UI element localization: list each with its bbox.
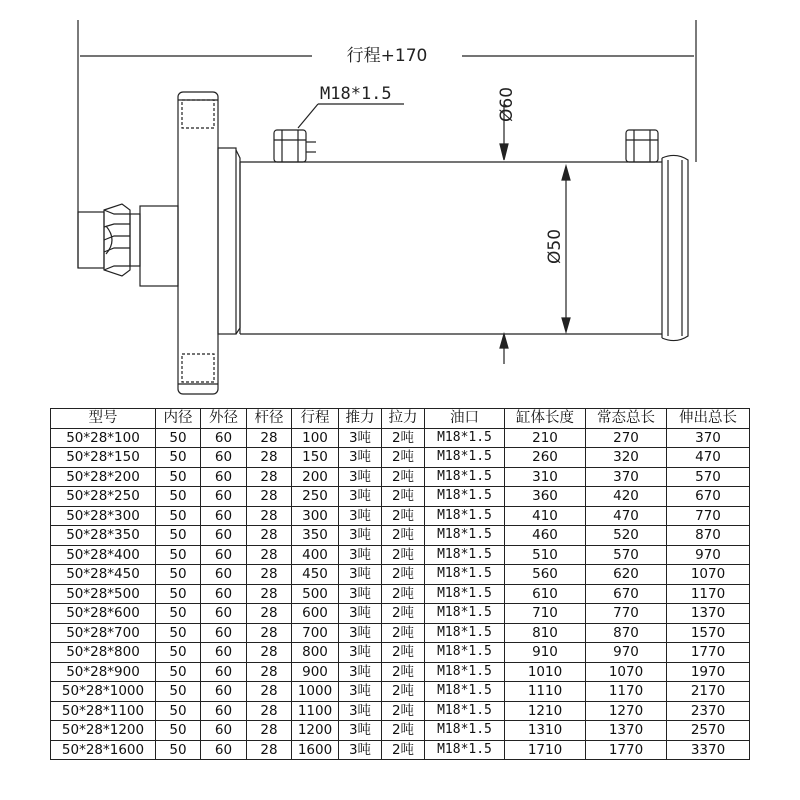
table-row [51, 701, 750, 721]
header-stroke: 行程 [292, 409, 339, 429]
cell-outer-diameter: 60 [201, 662, 247, 682]
cell-oil-port: M18*1.5 [425, 487, 505, 507]
cell-model: 50*28*350 [51, 526, 156, 546]
cell-retracted-length: 520 [586, 526, 667, 546]
cell-oil-port: M18*1.5 [425, 643, 505, 663]
oil-port-right [626, 130, 658, 162]
cell-inner-diameter: 50 [156, 506, 201, 526]
cell-outer-diameter: 60 [201, 506, 247, 526]
cell-body-length: 810 [505, 623, 586, 643]
cell-push-force: 3吨 [339, 623, 382, 643]
cell-extended-length: 670 [667, 487, 750, 507]
cell-model: 50*28*900 [51, 662, 156, 682]
cell-stroke: 1600 [292, 740, 339, 760]
cell-inner-diameter: 50 [156, 428, 201, 448]
cell-rod-diameter: 28 [247, 467, 292, 487]
cell-inner-diameter: 50 [156, 448, 201, 468]
cell-extended-length: 1370 [667, 604, 750, 624]
cell-model: 50*28*1200 [51, 721, 156, 741]
cell-retracted-length: 970 [586, 643, 667, 663]
cell-push-force: 3吨 [339, 565, 382, 585]
cell-rod-diameter: 28 [247, 662, 292, 682]
table-header-row [51, 409, 750, 429]
hex-nut-fitting [78, 204, 178, 286]
cell-oil-port: M18*1.5 [425, 448, 505, 468]
cell-stroke: 500 [292, 584, 339, 604]
cell-inner-diameter: 50 [156, 565, 201, 585]
cell-body-length: 310 [505, 467, 586, 487]
cell-push-force: 3吨 [339, 662, 382, 682]
table-row [51, 740, 750, 760]
cell-extended-length: 1170 [667, 584, 750, 604]
cell-outer-diameter: 60 [201, 526, 247, 546]
cell-retracted-length: 870 [586, 623, 667, 643]
cell-inner-diameter: 50 [156, 682, 201, 702]
cell-model: 50*28*1100 [51, 701, 156, 721]
cell-push-force: 3吨 [339, 526, 382, 546]
header-retracted-length: 常态总长 [586, 409, 667, 429]
cell-push-force: 3吨 [339, 428, 382, 448]
cell-rod-diameter: 28 [247, 701, 292, 721]
cell-outer-diameter: 60 [201, 682, 247, 702]
cell-push-force: 3吨 [339, 701, 382, 721]
cell-model: 50*28*1000 [51, 682, 156, 702]
cell-push-force: 3吨 [339, 682, 382, 702]
cell-inner-diameter: 50 [156, 662, 201, 682]
cell-inner-diameter: 50 [156, 487, 201, 507]
cell-rod-diameter: 28 [247, 740, 292, 760]
cell-stroke: 1100 [292, 701, 339, 721]
cell-body-length: 560 [505, 565, 586, 585]
cylinder-barrel [240, 162, 662, 334]
cell-pull-force: 2吨 [382, 448, 425, 468]
cell-oil-port: M18*1.5 [425, 682, 505, 702]
cell-body-length: 1210 [505, 701, 586, 721]
cell-body-length: 410 [505, 506, 586, 526]
cell-stroke: 700 [292, 623, 339, 643]
cell-oil-port: M18*1.5 [425, 721, 505, 741]
cell-retracted-length: 370 [586, 467, 667, 487]
cell-push-force: 3吨 [339, 487, 382, 507]
cell-stroke: 600 [292, 604, 339, 624]
table-row [51, 682, 750, 702]
cell-outer-diameter: 60 [201, 448, 247, 468]
cell-model: 50*28*400 [51, 545, 156, 565]
cell-extended-length: 2170 [667, 682, 750, 702]
table-row [51, 623, 750, 643]
cell-inner-diameter: 50 [156, 643, 201, 663]
table-body [51, 428, 750, 760]
oil-port-left [274, 130, 316, 162]
cell-outer-diameter: 60 [201, 721, 247, 741]
table-row [51, 643, 750, 663]
cell-extended-length: 1570 [667, 623, 750, 643]
cell-model: 50*28*600 [51, 604, 156, 624]
outer-diameter-label: Ø60 [497, 86, 517, 122]
header-extended-length: 伸出总长 [667, 409, 750, 429]
cell-body-length: 510 [505, 545, 586, 565]
cell-rod-diameter: 28 [247, 565, 292, 585]
cell-body-length: 260 [505, 448, 586, 468]
cell-body-length: 460 [505, 526, 586, 546]
cell-oil-port: M18*1.5 [425, 506, 505, 526]
cell-pull-force: 2吨 [382, 662, 425, 682]
cell-rod-diameter: 28 [247, 448, 292, 468]
cell-inner-diameter: 50 [156, 701, 201, 721]
cell-stroke: 1000 [292, 682, 339, 702]
cell-body-length: 610 [505, 584, 586, 604]
cell-pull-force: 2吨 [382, 682, 425, 702]
cell-pull-force: 2吨 [382, 526, 425, 546]
cell-body-length: 1010 [505, 662, 586, 682]
cell-body-length: 1710 [505, 740, 586, 760]
table-row [51, 565, 750, 585]
cell-stroke: 300 [292, 506, 339, 526]
cell-pull-force: 2吨 [382, 428, 425, 448]
table-row [51, 662, 750, 682]
table-row [51, 721, 750, 741]
cell-stroke: 1200 [292, 721, 339, 741]
cell-stroke: 900 [292, 662, 339, 682]
cell-pull-force: 2吨 [382, 604, 425, 624]
cell-model: 50*28*250 [51, 487, 156, 507]
header-outer-diameter: 外径 [201, 409, 247, 429]
outer-diameter-dimension [500, 104, 508, 364]
cell-stroke: 200 [292, 467, 339, 487]
cell-inner-diameter: 50 [156, 623, 201, 643]
cell-pull-force: 2吨 [382, 584, 425, 604]
port-thread-label: M18*1.5 [320, 84, 392, 104]
cell-retracted-length: 470 [586, 506, 667, 526]
cell-push-force: 3吨 [339, 584, 382, 604]
cell-retracted-length: 1170 [586, 682, 667, 702]
cell-pull-force: 2吨 [382, 643, 425, 663]
cell-inner-diameter: 50 [156, 721, 201, 741]
header-oil-port: 油口 [425, 409, 505, 429]
cell-extended-length: 870 [667, 526, 750, 546]
cell-oil-port: M18*1.5 [425, 662, 505, 682]
cell-body-length: 1310 [505, 721, 586, 741]
cell-rod-diameter: 28 [247, 545, 292, 565]
cell-push-force: 3吨 [339, 467, 382, 487]
cell-body-length: 360 [505, 487, 586, 507]
cell-stroke: 450 [292, 565, 339, 585]
cell-push-force: 3吨 [339, 740, 382, 760]
cell-extended-length: 2370 [667, 701, 750, 721]
cell-inner-diameter: 50 [156, 740, 201, 760]
cell-retracted-length: 770 [586, 604, 667, 624]
table-row [51, 526, 750, 546]
cell-model: 50*28*500 [51, 584, 156, 604]
cell-extended-length: 470 [667, 448, 750, 468]
cell-rod-diameter: 28 [247, 428, 292, 448]
cell-model: 50*28*1600 [51, 740, 156, 760]
table-row [51, 604, 750, 624]
cell-pull-force: 2吨 [382, 545, 425, 565]
table-row [51, 467, 750, 487]
cell-outer-diameter: 60 [201, 428, 247, 448]
cell-pull-force: 2吨 [382, 467, 425, 487]
cell-retracted-length: 1370 [586, 721, 667, 741]
cell-extended-length: 1070 [667, 565, 750, 585]
cell-outer-diameter: 60 [201, 701, 247, 721]
port-label-leader [298, 104, 404, 128]
cell-oil-port: M18*1.5 [425, 604, 505, 624]
cell-retracted-length: 620 [586, 565, 667, 585]
cell-outer-diameter: 60 [201, 565, 247, 585]
cell-model: 50*28*450 [51, 565, 156, 585]
cell-retracted-length: 270 [586, 428, 667, 448]
cell-rod-diameter: 28 [247, 643, 292, 663]
header-body-length: 缸体长度 [505, 409, 586, 429]
cell-stroke: 250 [292, 487, 339, 507]
cell-pull-force: 2吨 [382, 701, 425, 721]
header-push-force: 推力 [339, 409, 382, 429]
cell-extended-length: 2570 [667, 721, 750, 741]
cell-rod-diameter: 28 [247, 526, 292, 546]
cell-oil-port: M18*1.5 [425, 565, 505, 585]
cell-oil-port: M18*1.5 [425, 467, 505, 487]
cell-retracted-length: 420 [586, 487, 667, 507]
cell-extended-length: 970 [667, 545, 750, 565]
cell-inner-diameter: 50 [156, 526, 201, 546]
cell-retracted-length: 670 [586, 584, 667, 604]
cell-inner-diameter: 50 [156, 604, 201, 624]
cell-stroke: 800 [292, 643, 339, 663]
cell-retracted-length: 570 [586, 545, 667, 565]
cell-oil-port: M18*1.5 [425, 545, 505, 565]
cell-pull-force: 2吨 [382, 623, 425, 643]
inner-diameter-label: Ø50 [545, 228, 565, 264]
cell-stroke: 150 [292, 448, 339, 468]
cell-outer-diameter: 60 [201, 467, 247, 487]
cell-pull-force: 2吨 [382, 565, 425, 585]
cell-oil-port: M18*1.5 [425, 584, 505, 604]
cell-retracted-length: 320 [586, 448, 667, 468]
cell-model: 50*28*700 [51, 623, 156, 643]
cell-retracted-length: 1770 [586, 740, 667, 760]
cell-oil-port: M18*1.5 [425, 428, 505, 448]
stroke-dimension-label: 行程+170 [346, 46, 428, 66]
cell-outer-diameter: 60 [201, 487, 247, 507]
cell-stroke: 350 [292, 526, 339, 546]
cell-inner-diameter: 50 [156, 584, 201, 604]
cell-stroke: 400 [292, 545, 339, 565]
cell-rod-diameter: 28 [247, 487, 292, 507]
cell-model: 50*28*150 [51, 448, 156, 468]
cell-body-length: 910 [505, 643, 586, 663]
header-inner-diameter: 内径 [156, 409, 201, 429]
cell-push-force: 3吨 [339, 643, 382, 663]
cell-push-force: 3吨 [339, 506, 382, 526]
cell-pull-force: 2吨 [382, 740, 425, 760]
cell-retracted-length: 1070 [586, 662, 667, 682]
table-row [51, 506, 750, 526]
cell-extended-length: 1770 [667, 643, 750, 663]
cell-extended-length: 3370 [667, 740, 750, 760]
cell-inner-diameter: 50 [156, 467, 201, 487]
cell-body-length: 710 [505, 604, 586, 624]
cell-extended-length: 1970 [667, 662, 750, 682]
cell-rod-diameter: 28 [247, 604, 292, 624]
cell-extended-length: 370 [667, 428, 750, 448]
cell-oil-port: M18*1.5 [425, 701, 505, 721]
cell-rod-diameter: 28 [247, 721, 292, 741]
cell-push-force: 3吨 [339, 448, 382, 468]
cell-oil-port: M18*1.5 [425, 740, 505, 760]
cell-outer-diameter: 60 [201, 584, 247, 604]
cell-outer-diameter: 60 [201, 740, 247, 760]
spec-table [50, 408, 750, 760]
cell-stroke: 100 [292, 428, 339, 448]
cell-extended-length: 770 [667, 506, 750, 526]
cell-outer-diameter: 60 [201, 643, 247, 663]
cell-outer-diameter: 60 [201, 604, 247, 624]
cell-model: 50*28*200 [51, 467, 156, 487]
header-rod-diameter: 杆径 [247, 409, 292, 429]
cell-inner-diameter: 50 [156, 545, 201, 565]
cell-push-force: 3吨 [339, 604, 382, 624]
cell-oil-port: M18*1.5 [425, 526, 505, 546]
cell-model: 50*28*300 [51, 506, 156, 526]
header-pull-force: 拉力 [382, 409, 425, 429]
cell-pull-force: 2吨 [382, 487, 425, 507]
cell-rod-diameter: 28 [247, 682, 292, 702]
cell-outer-diameter: 60 [201, 545, 247, 565]
cell-model: 50*28*100 [51, 428, 156, 448]
table-row [51, 448, 750, 468]
cell-push-force: 3吨 [339, 545, 382, 565]
cell-rod-diameter: 28 [247, 584, 292, 604]
cell-pull-force: 2吨 [382, 506, 425, 526]
end-cap [662, 155, 688, 340]
cell-model: 50*28*800 [51, 643, 156, 663]
table-row [51, 545, 750, 565]
cell-retracted-length: 1270 [586, 701, 667, 721]
cell-push-force: 3吨 [339, 721, 382, 741]
cell-body-length: 1110 [505, 682, 586, 702]
cell-pull-force: 2吨 [382, 721, 425, 741]
table-row [51, 584, 750, 604]
cell-rod-diameter: 28 [247, 506, 292, 526]
cell-extended-length: 570 [667, 467, 750, 487]
cell-body-length: 210 [505, 428, 586, 448]
mounting-flange [178, 92, 240, 394]
table-row [51, 487, 750, 507]
cell-rod-diameter: 28 [247, 623, 292, 643]
cell-outer-diameter: 60 [201, 623, 247, 643]
table-row [51, 428, 750, 448]
cell-oil-port: M18*1.5 [425, 623, 505, 643]
header-model: 型号 [51, 409, 156, 429]
